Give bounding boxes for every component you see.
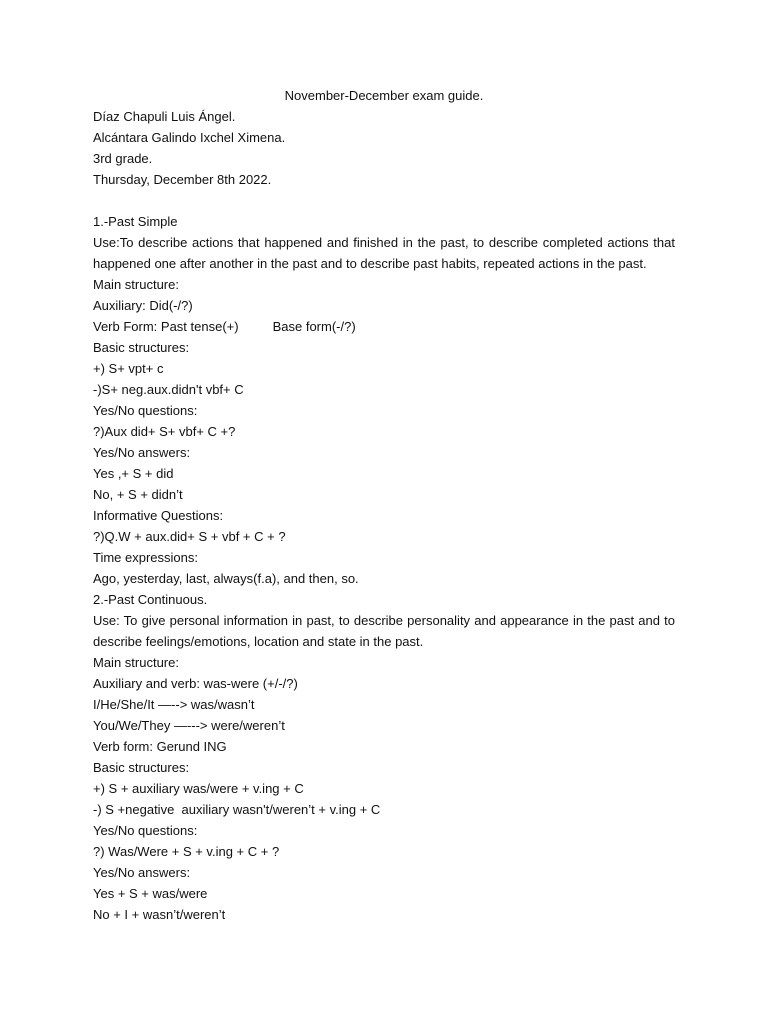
past-continuous-plural: You/We/They —---> were/weren’t [93,718,285,733]
student-name-2: Alcántara Galindo Ixchel Ximena. [93,130,286,145]
verb-form-positive: Verb Form: Past tense(+) [93,319,239,334]
past-simple-info-questions-label: Informative Questions: [93,508,224,523]
past-simple-time-expressions-label: Time expressions: [93,550,198,565]
blank-line [93,190,675,211]
past-continuous-aux-and-verb: Auxiliary and verb: was-were (+/-/?) [93,676,298,691]
past-continuous-yn-answers-label: Yes/No answers: [93,865,191,880]
past-continuous-yn-question: ?) Was/Were + S + v.ing + C + ? [93,844,280,859]
past-simple-affirmative: +) S+ vpt+ c [93,361,164,376]
past-continuous-basic-structures: Basic structures: [93,760,190,775]
past-continuous-affirmative: +) S + auxiliary was/were + v.ing + C [93,781,304,796]
past-continuous-use: Use: To give personal information in past, to describe personality and appearance in the past and to describe feelings/emotions, location and state in the past. [93,613,675,649]
date: Thursday, December 8th 2022. [93,172,272,187]
past-simple-yn-questions-label: Yes/No questions: [93,403,198,418]
verb-form-negative-question: Base form(-/?) [272,319,356,334]
past-continuous-main-structure: Main structure: [93,655,179,670]
past-simple-negative: -)S+ neg.aux.didn't vbf+ C [93,382,244,397]
past-continuous-negative: -) S +negative auxiliary wasn't/weren’t + v.ing + C [93,802,381,817]
past-simple-yn-answers-label: Yes/No answers: [93,445,191,460]
grade: 3rd grade. [93,151,153,166]
document-body [93,106,675,925]
section-heading-past-continuous: 2.-Past Continuous. [93,592,208,607]
past-simple-use: Use:To describe actions that happened and finished in the past, to describe completed actions that happened one after another in the past and to describe past habits, repeated actions in the past. [93,235,675,271]
section-heading-past-simple: 1.-Past Simple [93,214,178,229]
past-simple-auxiliary: Auxiliary: Did(-/?) [93,298,193,313]
student-name-1: Díaz Chapuli Luis Ángel. [93,109,236,124]
past-continuous-verb-form: Verb form: Gerund ING [93,739,227,754]
past-simple-yes-answer: Yes ,+ S + did [93,466,174,481]
past-simple-no-answer: No, + S + didn’t [93,487,183,502]
past-continuous-singular: I/He/She/It —--> was/wasn’t [93,697,255,712]
past-continuous-yes-answer: Yes + S + was/were [93,886,208,901]
past-simple-main-structure: Main structure: [93,277,179,292]
past-simple-basic-structures: Basic structures: [93,340,190,355]
past-simple-yn-question: ?)Aux did+ S+ vbf+ C +? [93,424,236,439]
past-simple-time-expressions: Ago, yesterday, last, always(f.a), and then, so. [93,571,359,586]
past-continuous-yn-questions-label: Yes/No questions: [93,823,198,838]
past-continuous-no-answer: No + I + wasn’t/weren’t [93,907,226,922]
past-simple-info-question: ?)Q.W + aux.did+ S + vbf + C + ? [93,529,286,544]
document-title: November-December exam guide. [284,88,484,103]
past-simple-verb-form [93,316,675,337]
